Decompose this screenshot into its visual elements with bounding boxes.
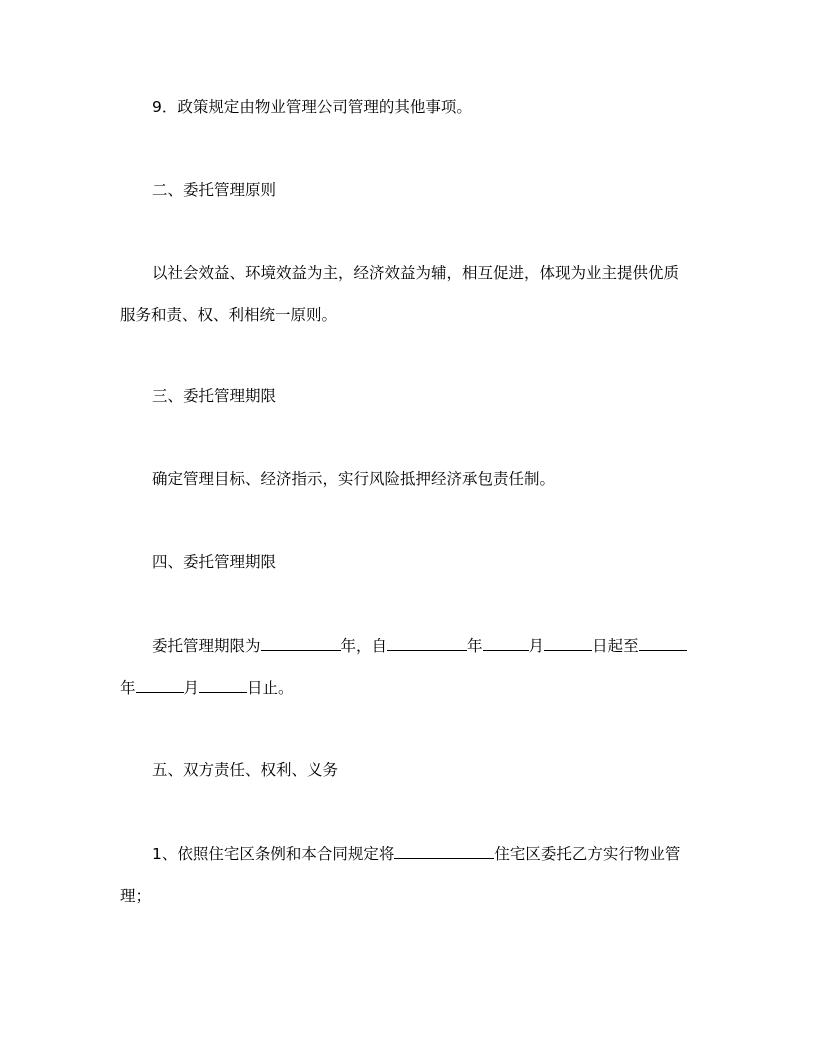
end-month-label: 月 <box>183 679 200 697</box>
section-4-body-line-1 <box>152 636 687 656</box>
start-day-blank <box>544 636 592 651</box>
start-year-blank <box>387 636 467 651</box>
end-day-blank <box>199 678 247 693</box>
end-year-label: 年 <box>120 679 136 697</box>
term-label: 委托管理期限为 <box>152 637 261 655</box>
item-9-text: 9．政策规定由物业管理公司管理的其他事项。 <box>152 98 472 116</box>
item-1-prefix: 1、依照住宅区条例和本合同规定将 <box>152 845 395 863</box>
end-year-blank <box>639 636 687 651</box>
section-2-heading: 二、委托管理原则 <box>152 181 277 199</box>
end-month-blank <box>136 678 184 693</box>
year-label: 年 <box>467 637 483 655</box>
section-4-heading: 四、委托管理期限 <box>152 553 277 571</box>
month-label: 月 <box>528 637 545 655</box>
section-2-body-line-2: 服务和责、权、利相统一原则。 <box>120 306 338 324</box>
section-3-body: 确定管理目标、经济指示，实行风险抵押经济承包责任制。 <box>152 470 556 488</box>
section-3-heading: 三、委托管理期限 <box>152 387 277 405</box>
item-1-suffix: 住宅区委托乙方实行物业管 <box>494 845 681 863</box>
section-5-item-1-line-1 <box>152 844 680 864</box>
section-5-heading: 五、双方责任、权利、义务 <box>152 761 339 779</box>
year-from-label: 年，自 <box>340 637 388 655</box>
section-2-body-line-1: 以社会效益、环境效益为主，经济效益为辅，相互促进，体现为业主提供优质 <box>152 264 680 282</box>
section-4-body-line-2 <box>120 678 294 698</box>
end-day-label: 日止。 <box>247 679 294 697</box>
residential-area-blank <box>394 844 494 859</box>
section-5-item-1-line-2: 理； <box>120 887 152 905</box>
start-month-blank <box>483 636 529 651</box>
day-from-label: 日起至 <box>592 637 639 655</box>
term-years-blank <box>261 636 341 651</box>
